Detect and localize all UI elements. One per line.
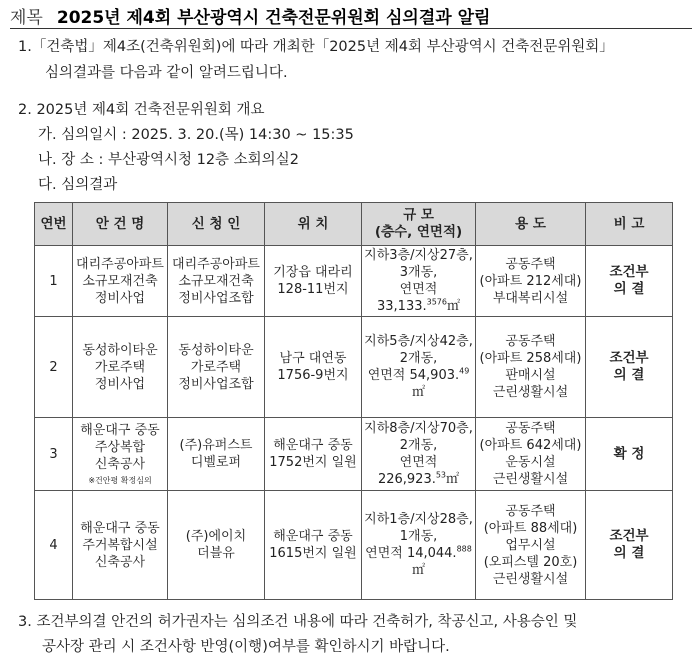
applicant-line: 동성하이타운: [178, 342, 254, 358]
item-name-line: 동성하이타운: [82, 342, 158, 358]
header-use: 용 도: [476, 203, 586, 246]
scale-line: 지하8층/지상70층,: [364, 421, 473, 436]
use-line: (오피스텔 20호): [483, 554, 578, 570]
item-name-line: 주상복합: [94, 439, 146, 455]
section2-heading: 2. 2025년 제4회 건축전문위원회 개요: [18, 102, 265, 118]
meeting-location: 나. 장 소 : 부산광역시청 12층 소회의실2: [38, 152, 299, 168]
use-line: 운동시설: [505, 455, 556, 470]
results-table: [34, 202, 673, 600]
meeting-datetime: 가. 심의일시 : 2025. 3. 20.(목) 14:30 ~ 15:35: [38, 127, 354, 143]
header-item: 안 건 명: [73, 203, 168, 246]
floor-area: [364, 454, 473, 488]
row-number: 4: [35, 491, 73, 600]
row-scale: [362, 246, 476, 317]
scale-line: 2개동,: [399, 438, 438, 453]
row-number: 3: [35, 418, 73, 491]
item-name-line: 소규모재건축: [82, 273, 158, 289]
scale-line: 3개동,: [399, 265, 438, 280]
item-note: ※건안평 확정심의: [88, 475, 152, 485]
row-remark: [586, 246, 673, 317]
row-location: [265, 491, 362, 600]
row-location: [265, 246, 362, 317]
applicant-line: 정비사업조합: [178, 290, 254, 306]
row-item-name: [73, 317, 168, 418]
row-number: 2: [35, 317, 73, 418]
remark-line: 조건부: [609, 264, 649, 280]
section1-line1: 1.「건축법」제4조(건축위원회)에 따라 개최한「2025년 제4회 부산광역시 건축전문위원회」: [18, 39, 614, 55]
header-scale: [362, 203, 476, 246]
item-name-line: 정비사업: [94, 290, 146, 306]
floor-area-unit: ㎡: [411, 563, 425, 578]
applicant-line: 정비사업조합: [178, 376, 254, 392]
section3-line2: 공사장 관리 시 조건사항 반영(이행)여부를 확인하시기 바랍니다.: [42, 639, 450, 655]
header-remark: 비 고: [586, 203, 673, 246]
header-location: 위 치: [265, 203, 362, 246]
table-row: [35, 418, 673, 491]
row-use: [476, 317, 586, 418]
applicant-line: (주)유퍼스트: [179, 438, 253, 453]
use-line: 근린생활시설: [492, 472, 569, 487]
scale-line: 1개동,: [399, 529, 438, 544]
floor-area-decimal: 3576: [426, 297, 447, 307]
section3-line1: 3. 조건부의결 안건의 허가권자는 심의조건 내용에 따라 건축허가, 착공신고, 사용승인 및: [18, 614, 578, 630]
scale-line: 지하3층/지상27층,: [364, 248, 473, 263]
item-name-line: 정비사업: [94, 376, 146, 392]
location-line: 기장읍 대라리: [273, 265, 353, 280]
table-row: [35, 491, 673, 600]
remark-line: 의 결: [613, 281, 645, 297]
applicant-line: 가로주택: [190, 359, 242, 375]
applicant-line: 대리주공아파트: [172, 256, 260, 272]
row-location: [265, 418, 362, 491]
scale-line: 지하1층/지상28층,: [364, 512, 473, 527]
floor-area-unit: ㎡: [446, 472, 460, 487]
row-scale: [362, 418, 476, 491]
section1-line2: 심의결과를 다음과 같이 알려드립니다.: [45, 65, 288, 81]
row-use: [476, 246, 586, 317]
remark-line: 의 결: [613, 545, 645, 561]
item-name-line: 신축공사: [94, 456, 146, 472]
row-use: [476, 418, 586, 491]
use-line: 근린생활시설: [492, 385, 569, 400]
applicant-line: 더블유: [197, 546, 235, 561]
table-row: [35, 317, 673, 418]
use-line: 공동주택: [505, 421, 556, 436]
row-scale: [362, 491, 476, 600]
applicant-line: 소규모재건축: [178, 273, 254, 289]
use-line: 부대복리시설: [492, 290, 569, 306]
header-applicant: 신 청 인: [168, 203, 265, 246]
remark-line: 조건부: [609, 350, 649, 366]
location-line: 해운대구 중동: [273, 438, 353, 453]
use-line: 근린생활시설: [492, 571, 569, 587]
use-line: 판매시설: [505, 368, 556, 383]
item-name-line: 주거복합시설: [82, 537, 158, 553]
header-scale-line1: 규 모: [403, 207, 434, 223]
row-item-name: [73, 246, 168, 317]
use-line: 공동주택: [505, 503, 556, 519]
floor-area-decimal: 53: [435, 470, 447, 480]
floor-area-main: 연면적 33,133.: [377, 282, 438, 314]
header-scale-line2: (층수, 연면적): [374, 224, 463, 240]
use-line: 공동주택: [505, 256, 556, 272]
location-line: 1756-9번지: [277, 368, 349, 383]
location-line: 해운대구 중동: [273, 529, 353, 544]
use-line: (아파트 88세대): [483, 520, 578, 536]
row-applicant: [168, 317, 265, 418]
row-item-name: [73, 491, 168, 600]
row-number: 1: [35, 246, 73, 317]
location-line: 남구 대연동: [279, 351, 347, 366]
row-remark: [586, 491, 673, 600]
floor-area: [364, 367, 473, 401]
floor-area-unit: ㎡: [446, 299, 460, 314]
use-line: 업무시설: [505, 537, 556, 553]
use-line: (아파트 642세대): [479, 438, 582, 453]
floor-area: [364, 545, 473, 579]
location-line: 1615번지 일원: [269, 546, 357, 561]
remark-line: 확 정: [613, 445, 645, 462]
title-prefix: 제목: [10, 7, 43, 28]
remark-line: 조건부: [609, 528, 649, 544]
floor-area-decimal: 49: [459, 366, 470, 376]
location-line: 1752번지 일원: [269, 455, 357, 470]
document-title-row: [10, 2, 692, 29]
row-use: [476, 491, 586, 600]
result-heading: 다. 심의결과: [38, 177, 118, 193]
row-applicant: [168, 491, 265, 600]
floor-area-unit: ㎡: [411, 385, 425, 400]
item-name-line: 해운대구 중동: [80, 520, 160, 536]
use-line: 공동주택: [505, 334, 556, 349]
location-line: 128-11번지: [277, 282, 349, 297]
floor-area-main: 연면적 14,044.: [365, 546, 457, 561]
item-name-line: 해운대구 중동: [80, 422, 160, 438]
page-title: 2025년 제4회 부산광역시 건축전문위원회 심의결과 알림: [56, 7, 491, 28]
header-no: 연번: [35, 203, 73, 246]
applicant-line: 디벨로퍼: [190, 455, 242, 470]
row-scale: [362, 317, 476, 418]
item-name-line: 가로주택: [94, 359, 146, 375]
floor-area-decimal: 888: [456, 544, 472, 554]
floor-area: [364, 281, 473, 315]
row-location: [265, 317, 362, 418]
item-name-line: 신축공사: [94, 554, 146, 570]
floor-area-main: 연면적 226,923.: [377, 455, 438, 487]
applicant-line: (주)에이치: [185, 529, 247, 544]
row-remark: [586, 317, 673, 418]
item-name-line: 대리주공아파트: [76, 256, 164, 272]
row-applicant: [168, 246, 265, 317]
table-header-row: [35, 203, 673, 246]
row-item-name: [73, 418, 168, 491]
scale-line: 지하5층/지상42층,: [364, 334, 473, 349]
use-line: (아파트 258세대): [479, 351, 582, 366]
use-line: (아파트 212세대): [479, 273, 582, 289]
scale-line: 2개동,: [399, 351, 438, 366]
row-applicant: [168, 418, 265, 491]
row-remark: [586, 418, 673, 491]
floor-area-main: 연면적 54,903.: [367, 368, 460, 383]
table-row: [35, 246, 673, 317]
remark-line: 의 결: [613, 367, 645, 383]
